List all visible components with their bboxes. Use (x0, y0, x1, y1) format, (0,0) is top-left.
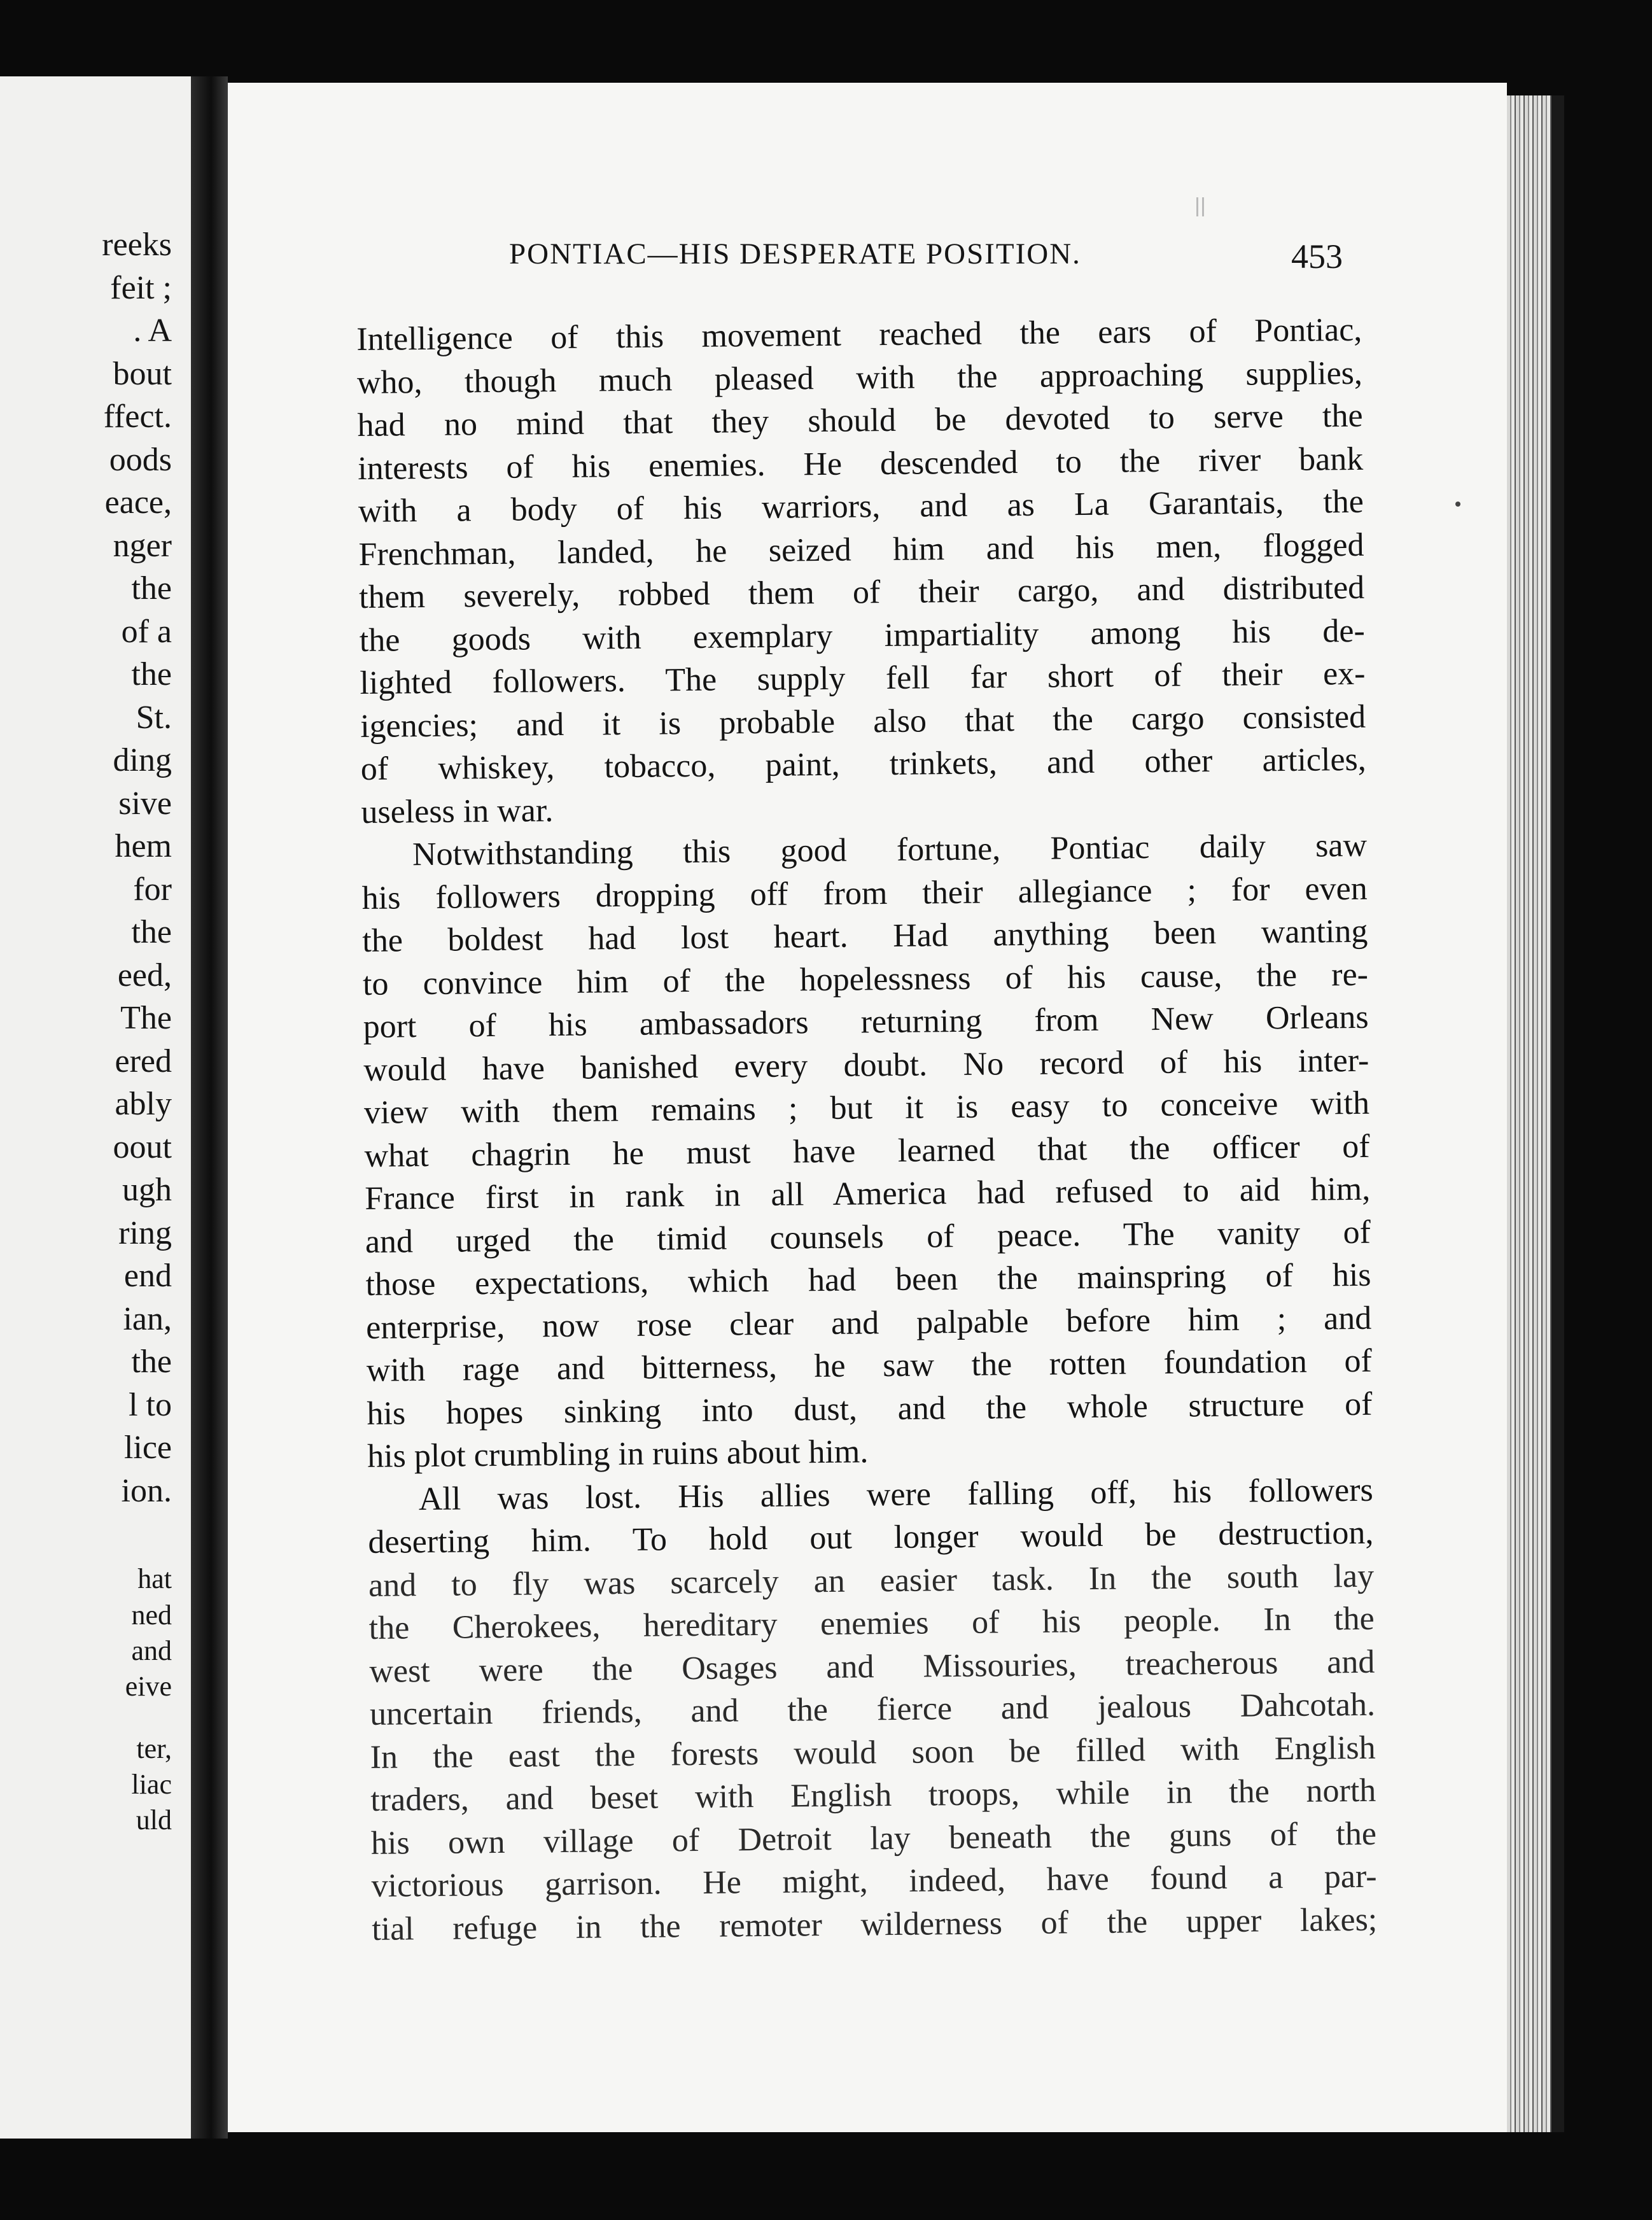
text-line: his plot crumbling in ruins about him. (367, 1433, 869, 1475)
left-page-fragment: lice (123, 1430, 172, 1466)
left-page-fragment: the (131, 570, 172, 607)
text-line: All was lost. His allies were falling off, his followers (418, 1472, 1374, 1517)
left-page-fragment: ned (131, 1599, 172, 1631)
left-page-fragment: l to (129, 1386, 172, 1423)
left-page-fragment: the (131, 914, 172, 950)
left-page-fragment: ter, (136, 1733, 172, 1764)
speck (1455, 502, 1460, 507)
left-page-fragment: nger (113, 527, 172, 564)
left-page-fragment: eace, (104, 484, 172, 521)
left-page-fragment: uld (136, 1804, 172, 1836)
text-line: Frenchman, landed, he seized him and his men, flogged (358, 526, 1364, 573)
text-line: Intelligence of this movement reached the ears of Pontiac, (356, 311, 1362, 358)
text-line: of whiskey, tobacco, paint, trinkets, and other articles, (360, 741, 1367, 787)
text-line: enterprise, now rose clear and palpable before him ; and (365, 1300, 1372, 1346)
text-line: useless in war. (361, 792, 554, 831)
text-line: his followers dropping off from their allegiance ; for even (361, 870, 1368, 917)
left-page-fragment: hem (115, 828, 172, 864)
left-page-fragment: and (131, 1635, 172, 1666)
text-line: had no mind that they should be devoted to serve the (357, 397, 1363, 444)
left-page (0, 76, 191, 2139)
left-page-fragment: ugh (122, 1172, 172, 1208)
left-page-fragment: ion. (121, 1472, 172, 1509)
left-page-fragment: of a (121, 613, 172, 650)
left-page-fragment: ding (113, 742, 172, 778)
text-line: with a body of his warriors, and as La Garantais, the (358, 483, 1364, 530)
left-page-fragment: . A (133, 313, 172, 349)
text-line: to convince him of the hopelessness of his cause, the re- (362, 956, 1369, 1002)
paragraph (367, 1468, 1377, 1951)
text-line: his hopes sinking into dust, and the whole structure of (367, 1386, 1373, 1432)
text-line: the Cherokees, hereditary enemies of his people. In the (368, 1600, 1375, 1647)
text-line: tial refuge in the remoter wilderness of the upper lakes; (372, 1901, 1378, 1948)
left-page-fragment: reeks (102, 227, 172, 263)
text-line: what chagrin he must have learned that the officer of (364, 1128, 1370, 1174)
text-line: uncertain friends, and the fierce and jealous Dahcotah. (369, 1686, 1376, 1732)
running-header (509, 237, 1343, 281)
left-page-fragment: St. (136, 699, 172, 736)
text-line: west were the Osages and Missouries, treacherous and (369, 1643, 1375, 1690)
left-page-fragment: ably (115, 1086, 172, 1122)
paragraph (361, 824, 1373, 1479)
left-page-fragment: eed, (117, 957, 172, 994)
left-page-fragment: oout (113, 1128, 172, 1165)
left-page-fragment: hat (137, 1563, 172, 1594)
text-line: igencies; and it is probable also that the cargo consisted (360, 698, 1366, 745)
text-line: Notwithstanding this good fortune, Pontiac daily saw (412, 827, 1368, 873)
text-line: who, though much pleased with the approaching supplies, (356, 355, 1363, 401)
left-page-fragment: feit ; (110, 269, 172, 306)
text-line: the boldest had lost heart. Had anything been wanting (362, 913, 1368, 959)
left-page-fragment: liac (131, 1769, 172, 1800)
body-text (356, 309, 1378, 1951)
left-page-fragment: for (133, 871, 172, 908)
text-line: interests of his enemies. He descended to the river bank (357, 440, 1364, 487)
text-line: victorious garrison. He might, indeed, have found a par- (371, 1858, 1377, 1904)
left-page-fragment: eive (125, 1671, 172, 1702)
left-page-fragment: sive (118, 785, 172, 822)
text-line: In the east the forests would soon be filled with English (370, 1729, 1376, 1776)
text-line: deserting him. To hold out longer would be destruction, (368, 1514, 1374, 1561)
text-line: them severely, robbed them of their cargo, and distributed (358, 569, 1365, 615)
text-line: his own village of Detroit lay beneath the guns of the (370, 1815, 1377, 1862)
text-line: those expectations, which had been the mainspring of his (365, 1256, 1371, 1303)
left-page-fragment: ered (115, 1043, 172, 1079)
book-gutter (191, 76, 228, 2139)
text-line: the goods with exemplary impartiality among his de- (359, 612, 1366, 659)
text-line: view with them remains ; but it is easy to conceive with (363, 1085, 1370, 1131)
page-edges (1507, 95, 1551, 2132)
book-edge-shadow (1551, 95, 1564, 2132)
running-title: PONTIAC—HIS DESPERATE POSITION. (509, 237, 1081, 270)
text-line: and urged the timid counsels of peace. The vanity of (365, 1214, 1371, 1260)
text-line: traders, and beset with English troops, while in the north (370, 1772, 1376, 1818)
paragraph (356, 309, 1367, 834)
left-page-fragment: ring (118, 1214, 172, 1251)
text-line: port of his ambassadors returning from New Orleans (363, 999, 1369, 1045)
text-line: with rage and bitterness, he saw the rotten foundation of (366, 1342, 1373, 1389)
left-page-fragment: ffect. (103, 398, 172, 435)
text-line: France first in rank in all America had refused to aid him, (365, 1170, 1371, 1217)
text-line: and to fly was scarcely an easier task. In the south lay (368, 1557, 1375, 1604)
left-page-fragment: bout (113, 355, 172, 392)
left-page-fragment: The (120, 1000, 172, 1036)
page-number: 453 (1291, 237, 1343, 276)
left-page-fragment: ian, (123, 1300, 172, 1337)
left-page-fragment: the (131, 1344, 172, 1380)
text-line: would have banished every doubt. No record of his inter- (363, 1042, 1369, 1088)
left-page-fragment: end (123, 1258, 172, 1294)
text-line: lighted followers. The supply fell far short of their ex- (360, 655, 1366, 701)
stray-mark (1196, 197, 1204, 216)
left-page-fragment: oods (109, 441, 172, 478)
left-page-fragment: the (131, 656, 172, 692)
